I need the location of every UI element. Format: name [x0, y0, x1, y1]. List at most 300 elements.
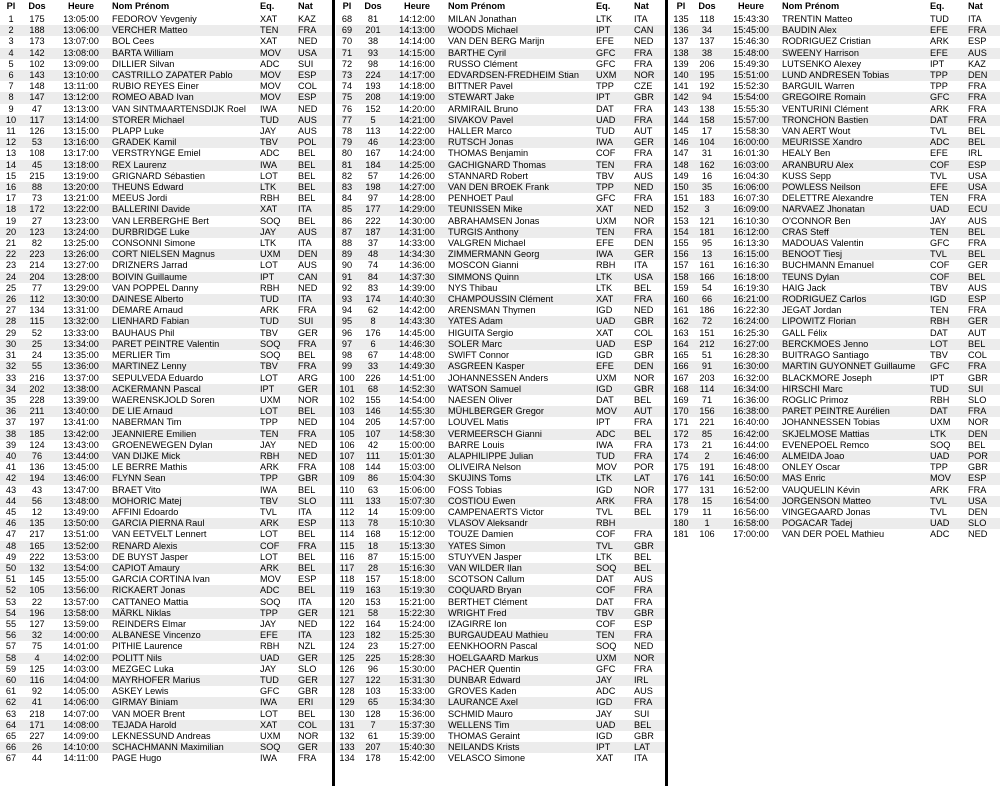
nation-cell: FRA: [296, 361, 332, 372]
team-cell: ADC: [258, 585, 296, 596]
start-time-cell: 13:09:00: [63, 58, 99, 69]
nation-cell: NED: [634, 641, 654, 652]
table-row: [670, 294, 1000, 305]
start-time-cell: 14:45:00: [399, 327, 435, 338]
nation-cell: FRA: [634, 439, 653, 450]
nation-cell: GBR: [632, 608, 665, 619]
rider-name-cell: ONLEY Oscar: [782, 462, 841, 473]
nation-cell: GBR: [296, 473, 332, 484]
start-time-cell: 13:29:00: [63, 282, 99, 293]
bib-cell: 118: [699, 14, 715, 24]
start-time-cell: 16:54:00: [722, 496, 780, 507]
table-row: [0, 485, 332, 496]
rider-name-cell: JOHANNESSEN Anders: [448, 372, 549, 383]
place-cell: 161: [673, 305, 689, 316]
rider-name-cell: YATES Simon: [446, 541, 594, 552]
start-time-cell: 15:40:30: [388, 742, 446, 753]
place-cell: 129: [336, 697, 358, 708]
rider-name-cell: VAN POPPEL Danny: [112, 282, 199, 293]
start-time-cell: 16:01:30: [733, 148, 769, 159]
table-row: [0, 148, 332, 159]
team-cell: TEN: [930, 193, 949, 204]
start-time-cell: 15:33:00: [399, 686, 435, 697]
table-row: [0, 675, 332, 686]
table-row: [0, 249, 332, 260]
start-time-cell: 14:43:30: [388, 316, 446, 327]
table-row: [336, 305, 665, 316]
start-time-cell: 15:15:00: [399, 551, 435, 562]
bib-cell: 205: [365, 417, 381, 428]
start-time-cell: 13:39:00: [63, 394, 99, 405]
team-cell: UAD: [928, 518, 966, 529]
nation-cell: BEL: [298, 484, 316, 495]
place-cell: 39: [5, 439, 17, 450]
rider-name-cell: O'CONNOR Ben: [782, 215, 851, 226]
bib-cell: 56: [22, 496, 52, 507]
nation-cell: FRA: [968, 103, 987, 114]
team-cell: RBH: [260, 641, 280, 652]
start-time-cell: 13:43:00: [63, 439, 99, 450]
nation-cell: ESP: [634, 618, 653, 629]
place-cell: 29: [5, 327, 17, 338]
place-cell: 66: [0, 742, 22, 753]
nation-cell: NED: [298, 618, 318, 629]
nation-cell: IRL: [968, 148, 983, 159]
place-cell: 86: [341, 215, 353, 226]
place-cell: 58: [0, 653, 22, 664]
bib-cell: 228: [29, 394, 45, 405]
bib-cell: 148: [29, 81, 45, 92]
start-time-cell: 16:12:00: [722, 227, 780, 238]
bib-cell: 98: [367, 58, 379, 69]
bib-cell: 3: [692, 204, 722, 215]
team-cell: UAD: [258, 653, 296, 664]
place-cell: 99: [336, 361, 358, 372]
start-time-cell: 13:54:00: [52, 563, 110, 574]
header-place: Pl: [342, 1, 352, 12]
team-cell: TBV: [258, 496, 296, 507]
team-cell: LTK: [594, 473, 632, 484]
place-cell: 26: [0, 294, 22, 305]
nation-cell: FRA: [632, 697, 665, 708]
start-time-cell: 13:06:00: [52, 25, 110, 36]
nation-cell: NED: [298, 282, 318, 293]
team-cell: EFE: [928, 48, 966, 59]
table-row: [0, 563, 332, 574]
team-cell: IWA: [260, 484, 278, 495]
rider-name-cell: BURGAUDEAU Mathieu: [446, 630, 594, 641]
bib-cell: 91: [692, 361, 722, 372]
rider-name-cell: VAN WILDER Ilan: [446, 563, 594, 574]
table-row: [670, 81, 1000, 92]
start-time-cell: 14:28:00: [399, 193, 435, 204]
rider-name-cell: MEEUS Jordi: [112, 193, 168, 204]
table-row: [0, 260, 332, 271]
place-cell: 51: [5, 574, 17, 585]
team-cell: ARK: [930, 36, 949, 47]
place-cell: 78: [341, 126, 353, 137]
place-cell: 18: [0, 204, 22, 215]
place-cell: 30: [0, 339, 22, 350]
place-cell: 80: [341, 148, 353, 159]
team-cell: LOT: [260, 170, 278, 181]
results-table: [336, 0, 665, 765]
start-time-cell: 16:38:00: [722, 406, 780, 417]
start-time-cell: 16:28:30: [733, 350, 769, 361]
start-time-cell: 15:19:30: [388, 585, 446, 596]
place-cell: 118: [339, 574, 355, 585]
rider-name-cell: TEUNISSEN Mike: [446, 204, 594, 215]
table-row: [670, 249, 1000, 260]
nation-cell: BEL: [296, 585, 332, 596]
team-cell: MOV: [260, 81, 281, 92]
team-cell: IGD: [594, 697, 632, 708]
place-cell: 15: [5, 170, 17, 181]
table-row: [336, 518, 665, 529]
nation-cell: POR: [634, 462, 654, 473]
place-cell: 88: [341, 238, 353, 249]
bib-cell: 17: [701, 126, 713, 137]
rider-name-cell: JORGENSON Matteo: [780, 496, 928, 507]
rider-name-cell: BLACKMORE Joseph: [782, 372, 872, 383]
table-row: [336, 294, 665, 305]
bib-cell: 192: [699, 81, 715, 92]
bib-cell: 135: [22, 518, 52, 529]
place-cell: 132: [339, 731, 355, 741]
bib-cell: 53: [22, 137, 52, 148]
team-cell: IGD: [594, 384, 632, 395]
bib-cell: 186: [699, 305, 715, 316]
rider-name-cell: HIGUITA Sergio: [448, 327, 514, 338]
nation-cell: NOR: [634, 372, 655, 383]
team-cell: COF: [258, 541, 296, 552]
table-row: [0, 70, 332, 81]
place-cell: 63: [5, 708, 17, 719]
nation-cell: CZE: [634, 81, 653, 92]
start-time-cell: 13:21:00: [63, 193, 99, 204]
nation-cell: BEL: [634, 551, 652, 562]
team-cell: TPP: [260, 417, 278, 428]
rider-name-cell: ARENSMAN Thymen: [448, 305, 536, 316]
rider-name-cell: MAS Enric: [780, 473, 928, 484]
header-row: [336, 0, 665, 14]
table-row: [336, 753, 665, 764]
nation-cell: BEL: [296, 160, 332, 171]
table-row: [0, 193, 332, 204]
team-cell: RBH: [258, 451, 296, 462]
table-row: [670, 462, 1000, 473]
place-cell: 59: [5, 663, 17, 674]
rider-name-cell: CATTANEO Mattia: [112, 596, 189, 607]
table-row: [670, 429, 1000, 440]
bib-cell: 73: [31, 193, 43, 204]
rider-name-cell: DAINESE Alberto: [110, 294, 258, 305]
bib-cell: 86: [358, 473, 388, 484]
team-cell: LOT: [260, 529, 278, 540]
table-row: [670, 216, 1000, 227]
table-row: [670, 417, 1000, 428]
start-time-cell: 14:46:30: [388, 339, 446, 350]
start-time-cell: 15:16:30: [388, 563, 446, 574]
rider-name-cell: WOODS Michael: [446, 25, 594, 36]
place-cell: 102: [339, 394, 355, 405]
place-cell: 117: [336, 563, 358, 574]
rider-name-cell: GROVES Kaden: [448, 686, 517, 697]
rider-name-cell: MAYRHOFER Marius: [110, 675, 258, 686]
table-row: [0, 574, 332, 585]
team-cell: MOV: [928, 473, 966, 484]
table-row: [0, 608, 332, 619]
start-time-cell: 14:24:00: [399, 148, 435, 159]
table-row: [670, 193, 1000, 204]
start-time-cell: 15:22:30: [388, 608, 446, 619]
table-row: [336, 574, 665, 585]
place-cell: 104: [339, 417, 355, 428]
start-time-cell: 16:07:30: [733, 193, 769, 204]
place-cell: 141: [673, 81, 689, 92]
table-row: [336, 14, 665, 25]
nation-cell: ITA: [296, 294, 332, 305]
bib-cell: 75: [31, 641, 43, 652]
rider-name-cell: ARANBURU Alex: [780, 160, 928, 171]
nation-cell: USA: [966, 182, 1000, 193]
bib-cell: 94: [692, 92, 722, 103]
rider-name-cell: IZAGIRRE Ion: [448, 618, 507, 629]
bib-cell: 218: [29, 708, 45, 719]
nation-cell: DEN: [634, 238, 654, 249]
bib-cell: 165: [22, 541, 52, 552]
start-time-cell: 14:48:00: [399, 350, 435, 361]
nation-cell: ITA: [298, 238, 312, 249]
place-cell: 79: [336, 137, 358, 148]
bib-cell: 71: [701, 394, 713, 405]
table-row: [0, 59, 332, 70]
bib-cell: 92: [31, 686, 43, 697]
rider-name-cell: STEWART Jake: [446, 92, 594, 103]
place-cell: 32: [0, 361, 22, 372]
rider-name-cell: GARCIA CORTINA Ivan: [112, 574, 210, 585]
team-cell: ARK: [594, 496, 632, 507]
place-cell: 67: [5, 753, 17, 764]
start-time-cell: 15:06:00: [399, 484, 435, 495]
place-cell: 48: [0, 541, 22, 552]
team-cell: IPT: [930, 58, 945, 69]
table-row: [670, 59, 1000, 70]
bib-cell: 183: [699, 193, 715, 204]
bib-cell: 197: [29, 417, 45, 428]
rider-name-cell: STORER Michael: [110, 115, 258, 126]
table-row: [0, 753, 332, 764]
rider-name-cell: RICKAERT Jonas: [110, 585, 258, 596]
place-cell: 122: [339, 618, 355, 629]
rider-name-cell: NEILANDS Krists: [446, 742, 594, 753]
start-time-cell: 13:28:00: [52, 272, 110, 283]
nation-cell: AUS: [968, 215, 987, 226]
nation-cell: NED: [634, 36, 654, 47]
place-cell: 17: [5, 193, 17, 204]
rider-name-cell: LEKNESSUND Andreas: [112, 731, 211, 741]
team-cell: GFC: [596, 193, 616, 204]
start-time-cell: 13:16:00: [52, 137, 110, 148]
rider-name-cell: MOSCON Gianni: [448, 260, 519, 271]
place-cell: 115: [336, 541, 358, 552]
place-cell: 144: [670, 115, 692, 126]
header-team: Eq.: [260, 1, 275, 12]
rider-name-cell: ROMEO ABAD Ivan: [110, 92, 258, 103]
place-cell: 174: [670, 451, 692, 462]
nation-cell: GER: [296, 742, 332, 753]
table-row: [336, 104, 665, 115]
team-cell: RBH: [260, 282, 280, 293]
nation-cell: ITA: [296, 204, 332, 215]
team-cell: IGD: [596, 350, 613, 361]
rider-name-cell: ABRAHAMSEN Jonas: [448, 215, 540, 226]
rider-name-cell: SCHMID Mauro: [448, 708, 513, 719]
table-row: [0, 597, 332, 608]
rider-name-cell: THOMAS Geraint: [448, 731, 520, 741]
nation-cell: GER: [298, 327, 318, 338]
nation-cell: GER: [296, 384, 332, 395]
start-time-cell: 14:39:00: [399, 282, 435, 293]
nation-cell: GBR: [632, 541, 665, 552]
bib-cell: 2: [692, 451, 722, 462]
table-row: [336, 529, 665, 540]
table-row: [0, 137, 332, 148]
header-row: [0, 0, 332, 14]
nation-cell: POR: [966, 451, 1000, 462]
rider-name-cell: HAIG Jack: [782, 282, 826, 293]
bib-cell: 32: [22, 630, 52, 641]
start-time-cell: 14:58:30: [388, 429, 446, 440]
team-cell: TEN: [594, 160, 632, 171]
team-cell: COF: [930, 260, 950, 271]
place-cell: 138: [670, 48, 692, 59]
rider-name-cell: THEUNS Edward: [110, 182, 258, 193]
bib-cell: 184: [358, 160, 388, 171]
table-row: [0, 429, 332, 440]
rider-name-cell: HALLER Marco: [448, 126, 512, 137]
bib-cell: 14: [367, 506, 379, 517]
bib-cell: 6: [358, 339, 388, 350]
place-cell: 134: [339, 753, 355, 764]
table-row: [670, 440, 1000, 451]
nation-cell: BEL: [298, 193, 316, 204]
bib-cell: 134: [29, 305, 45, 316]
team-cell: SOQ: [930, 439, 951, 450]
table-row: [336, 395, 665, 406]
bib-cell: 217: [29, 529, 45, 540]
rider-name-cell: MOHORIC Matej: [110, 496, 258, 507]
place-cell: 62: [0, 697, 22, 708]
table-row: [336, 630, 665, 641]
team-cell: TPP: [596, 81, 614, 92]
nation-cell: BEL: [632, 563, 665, 574]
start-time-cell: 14:02:00: [52, 653, 110, 664]
table-row: [336, 664, 665, 675]
bib-cell: 185: [22, 429, 52, 440]
table-row: [0, 552, 332, 563]
table-row: [670, 260, 1000, 271]
table-row: [0, 641, 332, 652]
start-time-cell: 13:12:00: [52, 92, 110, 103]
place-cell: 109: [336, 473, 358, 484]
place-cell: 2: [0, 25, 22, 36]
place-cell: 61: [5, 686, 17, 697]
bib-cell: 103: [365, 686, 381, 697]
bib-cell: 31: [701, 148, 713, 159]
team-cell: IWA: [258, 160, 296, 171]
place-cell: 13: [5, 148, 17, 159]
bib-cell: 5: [358, 115, 388, 126]
nation-cell: ERI: [296, 697, 332, 708]
start-time-cell: 15:36:00: [399, 708, 435, 719]
column-divider: [665, 0, 668, 786]
rider-name-cell: HEALY Ben: [782, 148, 831, 159]
nation-cell: BEL: [632, 429, 665, 440]
table-row: [0, 48, 332, 59]
table-row: [336, 563, 665, 574]
place-cell: 36: [0, 406, 22, 417]
table-row: [336, 406, 665, 417]
team-cell: EFE: [596, 36, 614, 47]
start-time-cell: 15:13:30: [388, 541, 446, 552]
place-cell: 56: [0, 630, 22, 641]
start-time-cell: 13:53:00: [63, 551, 99, 562]
start-time-cell: 14:25:00: [388, 160, 446, 171]
place-cell: 155: [673, 238, 689, 249]
table-row: [0, 507, 332, 518]
team-cell: XAT: [596, 327, 614, 338]
rider-name-cell: GREGOIRE Romain: [780, 92, 928, 103]
table-row: [0, 160, 332, 171]
start-time-cell: 13:10:00: [52, 70, 110, 81]
table-row: [336, 249, 665, 260]
rider-name-cell: MERLIER Tim: [112, 350, 171, 361]
nation-cell: ITA: [634, 14, 648, 24]
bib-cell: 137: [699, 36, 715, 47]
nation-cell: BEL: [298, 708, 316, 719]
place-cell: 100: [339, 372, 355, 383]
bib-cell: 102: [29, 58, 45, 69]
table-row: [0, 462, 332, 473]
start-time-cell: 15:28:30: [388, 653, 446, 664]
bib-cell: 201: [358, 25, 388, 36]
nation-cell: GER: [632, 249, 665, 260]
bib-cell: 4: [22, 653, 52, 664]
table-row: [336, 316, 665, 327]
nation-cell: BEL: [298, 215, 316, 226]
table-row: [0, 14, 332, 25]
team-cell: TPP: [928, 70, 966, 81]
place-cell: 175: [673, 462, 689, 473]
start-time-cell: 13:38:00: [52, 384, 110, 395]
rider-name-cell: MÄRKL Niklas: [110, 608, 258, 619]
start-time-cell: 15:51:00: [722, 70, 780, 81]
rider-name-cell: GRIGNARD Sébastien: [112, 170, 205, 181]
start-time-cell: 14:52:30: [388, 384, 446, 395]
place-cell: 19: [5, 215, 17, 226]
bib-cell: 214: [29, 260, 45, 271]
place-cell: 95: [336, 316, 358, 327]
bib-cell: 156: [692, 406, 722, 417]
nation-cell: GBR: [632, 92, 665, 103]
place-cell: 143: [673, 103, 689, 114]
rider-name-cell: SCOTSON Callum: [448, 574, 525, 585]
rider-name-cell: VAN AERT Wout: [782, 126, 851, 137]
nation-cell: USA: [966, 496, 1000, 507]
place-cell: 124: [339, 641, 355, 652]
table-row: [0, 664, 332, 675]
